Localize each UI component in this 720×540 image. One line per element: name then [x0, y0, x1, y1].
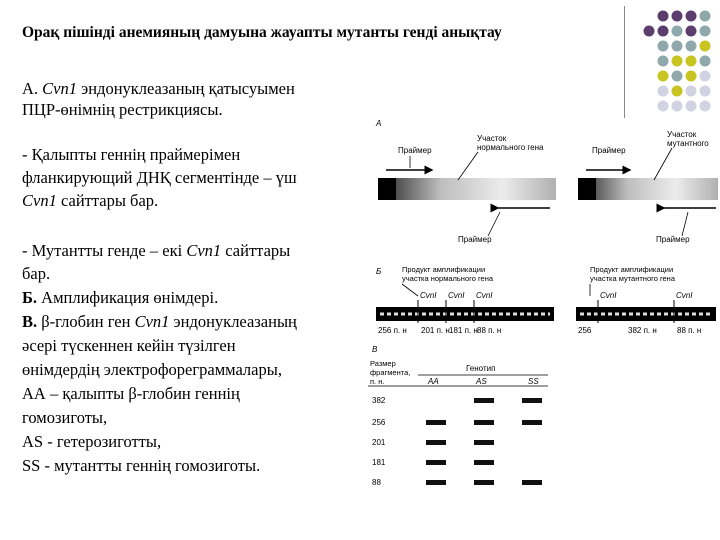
gel-band-aa — [426, 420, 446, 425]
text-ss: SS - мутантты геннің гомозиготы. — [22, 456, 261, 475]
gel-band-as — [474, 420, 494, 425]
amp-mutant-label-1: Продукт амплификации — [590, 265, 674, 274]
text-aa-1: АА – қалыпты β-глобин геннің — [22, 384, 240, 403]
site-normal-label-1: Участок — [477, 134, 507, 143]
panel-a-label: А — [376, 119, 382, 128]
gel-band-aa — [426, 440, 446, 445]
primer-label-fwd-mutant: Праймер — [592, 146, 626, 155]
cvn-label-normal-1: CvnI — [420, 291, 437, 300]
text-as: AS - гетерозиготты, — [22, 432, 162, 451]
frag-mutant-1: 256 — [578, 326, 592, 335]
site-normal-label-2: нормального гена — [477, 143, 544, 152]
frag-normal-1: 256 п. н — [378, 326, 407, 335]
frag-normal-4: 88 п. н — [477, 326, 502, 335]
text-line-a: А. Cvn1 эндонуклеазаның қатысуымен — [22, 79, 295, 98]
cvn-label-normal-2: CvnI — [448, 291, 465, 300]
text-b: Б. Амплификация өнімдері. — [22, 288, 219, 307]
gel-band-ss — [522, 480, 542, 485]
amp-normal-label-1: Продукт амплификации — [402, 265, 486, 274]
text-v2: әсері түскеннен кейін түзілген — [22, 336, 236, 355]
gel-size-label: 256 — [372, 418, 386, 427]
text-normal-1: - Қалыпты геннің праймерімен — [22, 145, 241, 164]
gel-genotype-as: AS — [476, 377, 487, 386]
gel-size-label: 382 — [372, 396, 386, 405]
gel-size-label: 201 — [372, 438, 386, 447]
gel-size-label: 181 — [372, 458, 386, 467]
panel-v-label: В — [372, 345, 378, 354]
primer-pointer-rev-mutant — [682, 212, 688, 236]
amp-mutant-label-2: участка мутантного гена — [590, 274, 675, 283]
dna-end-mutant — [578, 178, 596, 200]
gel-size-label: 88 — [372, 478, 381, 487]
primer-label-fwd-normal: Праймер — [398, 146, 432, 155]
site-mutant-pointer — [654, 148, 672, 180]
gel-band-as — [474, 398, 494, 403]
cvn-label-mutant-2: CvnI — [676, 291, 693, 300]
gel-genotype-head: Генотип — [466, 364, 496, 373]
gel-band-aa — [426, 460, 446, 465]
panel-b-label: Б — [376, 267, 382, 276]
dna-segment-mutant — [578, 178, 718, 200]
primer-label-rev-mutant: Праймер — [656, 235, 690, 244]
primer-pointer-rev-normal — [488, 212, 500, 236]
dna-end-normal — [378, 178, 396, 200]
text-normal-3: Cvn1 сайттары бар. — [22, 191, 159, 210]
text-v3: өнімдердің электрофореграммалары, — [22, 360, 282, 379]
frag-normal-3: 181 п. н — [449, 326, 478, 335]
primer-label-rev-normal: Праймер — [458, 235, 492, 244]
text-aa-2: гомозиготы, — [22, 408, 108, 427]
gel-band-aa — [426, 480, 446, 485]
gel-band-as — [474, 480, 494, 485]
gel-band-as — [474, 440, 494, 445]
text-normal-2: фланкирующий ДНҚ сегментінде – үш — [22, 168, 297, 187]
site-normal-pointer — [458, 152, 478, 180]
text-v: В. β-глобин ген Cvn1 эндонуклеазаның — [22, 312, 297, 331]
cvn-label-normal-3: CvnI — [476, 291, 493, 300]
text-mutant-1: - Мутантты генде – екі Cvn1 сайттары — [22, 241, 291, 260]
site-mutant-label-1: Участок — [667, 130, 697, 139]
dna-segment-normal — [378, 178, 556, 200]
frag-mutant-2: 382 п. н — [628, 326, 657, 335]
text-mutant-2: бар. — [22, 264, 51, 283]
frag-mutant-3: 88 п. н — [677, 326, 702, 335]
slide-title: Орақ пішінді анемияның дамуына жауапты мутанты генді анықтау — [22, 24, 502, 41]
gel-genotype-aa: AA — [428, 377, 439, 386]
gel-size-head-2: фрагмента, — [370, 368, 411, 377]
gel-band-as — [474, 460, 494, 465]
gel-size-head-3: п. н. — [370, 377, 385, 386]
frag-normal-2: 201 п. н — [421, 326, 450, 335]
site-mutant-label-2: мутантного — [667, 139, 709, 148]
gel-band-ss — [522, 420, 542, 425]
amp-normal-pointer — [402, 284, 418, 296]
cvn-label-mutant-1: CvnI — [600, 291, 617, 300]
text-line-a2: ПЦР-өнімнің рестрикциясы. — [22, 100, 223, 119]
gel-bands — [372, 396, 542, 487]
amp-normal-label-2: участка нормального гена — [402, 274, 494, 283]
gel-size-head-1: Размер — [370, 359, 396, 368]
gel-genotype-ss: SS — [528, 377, 539, 386]
gel-band-ss — [522, 398, 542, 403]
